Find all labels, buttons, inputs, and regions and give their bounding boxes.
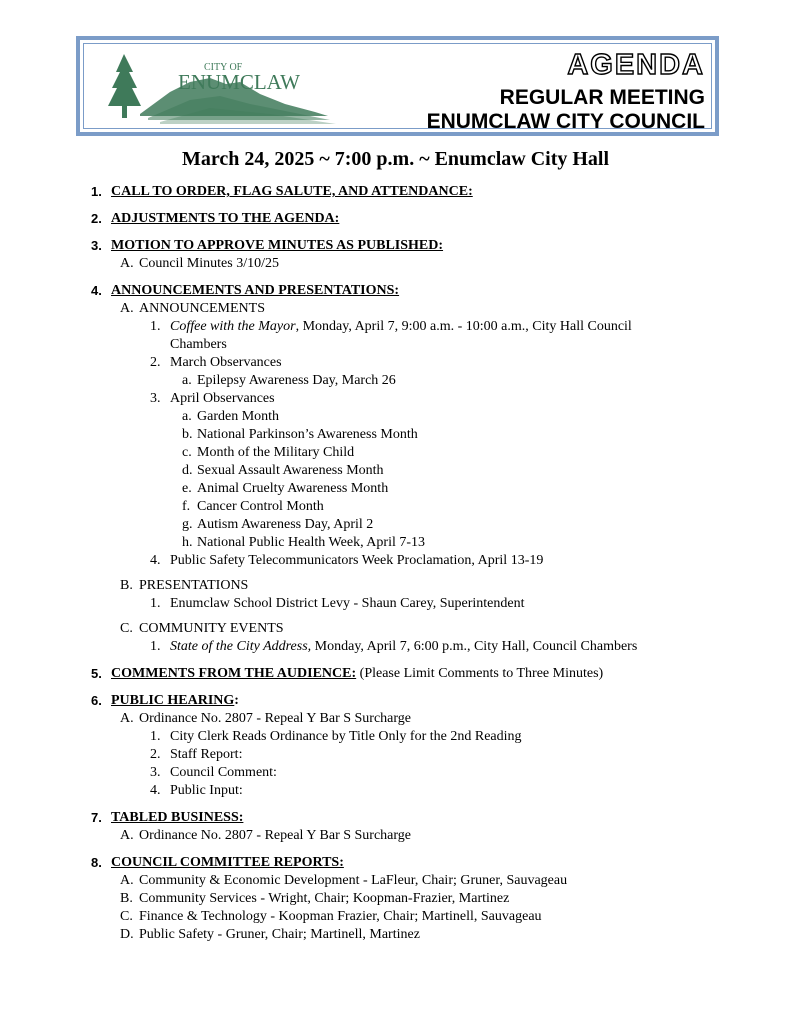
section-heading: MOTION TO APPROVE MINUTES AS PUBLISHED: xyxy=(111,238,444,253)
list-item: A. Ordinance No. 2807 - Repeal Y Bar S Surcharge xyxy=(120,711,412,726)
list-item: 4. Public Safety Telecommunicators Week Proclamation, April 13-19 xyxy=(150,553,544,568)
section-5 xyxy=(91,665,721,683)
subsection-presentations: B. PRESENTATIONS xyxy=(120,578,249,593)
header-line-1: REGULAR MEETING xyxy=(499,86,705,109)
subsection-community-events: C. COMMUNITY EVENTS xyxy=(120,621,284,636)
list-item: 1. Enumclaw School District Levy - Shaun Carey, Superintendent xyxy=(150,596,525,611)
list-subitem: f. Cancer Control Month xyxy=(182,499,324,514)
list-subitem: h. National Public Health Week, April 7-13 xyxy=(182,535,426,550)
list-item: A. Community & Economic Development - LaFleur, Chair; Gruner, Sauvageau xyxy=(120,873,568,888)
logo-city-name: ENUMCLAW xyxy=(178,70,300,94)
list-item: 1. State of the City Address, Monday, April 7, 6:00 p.m., City Hall, Council Chambers xyxy=(150,639,638,654)
list-item: 1. Coffee with the Mayor, Monday, April 7, 9:00 a.m. - 10:00 a.m., City Hall Council xyxy=(150,319,632,334)
section-heading: ANNOUNCEMENTS AND PRESENTATIONS: xyxy=(111,283,400,298)
list-subitem: d. Sexual Assault Awareness Month xyxy=(182,463,384,478)
section-number: 6. xyxy=(91,693,102,708)
section-8 xyxy=(91,854,721,944)
subsection-announcements: A. ANNOUNCEMENTS xyxy=(120,301,265,316)
section-number: 4. xyxy=(91,283,102,298)
meeting-title: March 24, 2025 ~ 7:00 p.m. ~ Enumclaw City Hall xyxy=(181,148,610,170)
header-titles xyxy=(427,50,705,134)
section-heading: ADJUSTMENTS TO THE AGENDA: xyxy=(111,211,340,226)
section-6: 6. PUBLIC HEARING: A. Ordinance No. 2807 - Repeal Y Bar S Surcharge 1. City Clerk Reads Ordinance by Title Only for the 2nd Reading 2. Staff Report: 3. Council Comment: 4. Public Input: xyxy=(91,692,721,800)
agenda-word: AGENDA xyxy=(567,49,705,81)
list-subitem: c. Month of the Military Child xyxy=(182,445,355,460)
section-number: 2. xyxy=(91,211,102,226)
list-item: 4. Public Input: xyxy=(150,783,243,798)
section-number: 5. xyxy=(91,666,102,681)
header-line-2: ENUMCLAW CITY COUNCIL xyxy=(426,110,705,133)
list-subitem: e. Animal Cruelty Awareness Month xyxy=(182,481,389,496)
section-heading: TABLED BUSINESS: xyxy=(111,810,244,825)
logo-city-of: CITY OF xyxy=(204,62,243,73)
section-number: 1. xyxy=(91,184,102,199)
list-item: A. Council Minutes 3/10/25 xyxy=(120,256,279,271)
list-item: 3. April Observances xyxy=(150,391,275,406)
section-number: 8. xyxy=(91,855,102,870)
list-item: 2. March Observances xyxy=(150,355,282,370)
header-box xyxy=(76,36,719,136)
list-item: A. Ordinance No. 2807 - Repeal Y Bar S Surcharge xyxy=(120,828,412,843)
section-2 xyxy=(91,210,721,228)
list-item-continuation: Chambers xyxy=(170,337,227,352)
list-subitem: a. Garden Month xyxy=(182,409,280,424)
list-item: C. Finance & Technology - Koopman Frazier, Chair; Martinell, Sauvageau xyxy=(120,909,542,924)
section-4 xyxy=(91,282,721,656)
section-number: 3. xyxy=(91,238,102,253)
section-number: 7. xyxy=(91,810,102,825)
section-1 xyxy=(91,183,721,201)
list-item: B. Community Services - Wright, Chair; Koopman-Frazier, Martinez xyxy=(120,891,510,906)
section-7 xyxy=(91,809,721,845)
list-item: 3. Council Comment: xyxy=(150,765,277,780)
list-subitem: a. Epilepsy Awareness Day, March 26 xyxy=(182,373,396,388)
list-item: 2. Staff Report: xyxy=(150,747,243,762)
section-note: (Please Limit Comments to Three Minutes) xyxy=(356,666,604,681)
section-heading: CALL TO ORDER, FLAG SALUTE, AND ATTENDANCE: xyxy=(111,184,473,199)
list-item: D. Public Safety - Gruner, Chair; Martinell, Martinez xyxy=(120,927,420,942)
city-logo xyxy=(100,48,340,128)
section-3 xyxy=(91,237,721,273)
section-heading: PUBLIC HEARING xyxy=(111,693,235,708)
agenda-content xyxy=(91,183,721,953)
list-item: 1. City Clerk Reads Ordinance by Title Only for the 2nd Reading xyxy=(150,729,522,744)
list-subitem: g. Autism Awareness Day, April 2 xyxy=(182,517,374,532)
list-subitem: b. National Parkinson’s Awareness Month xyxy=(182,427,418,442)
section-heading: COMMENTS FROM THE AUDIENCE: xyxy=(111,666,357,681)
section-heading: COUNCIL COMMITTEE REPORTS: xyxy=(111,855,344,870)
